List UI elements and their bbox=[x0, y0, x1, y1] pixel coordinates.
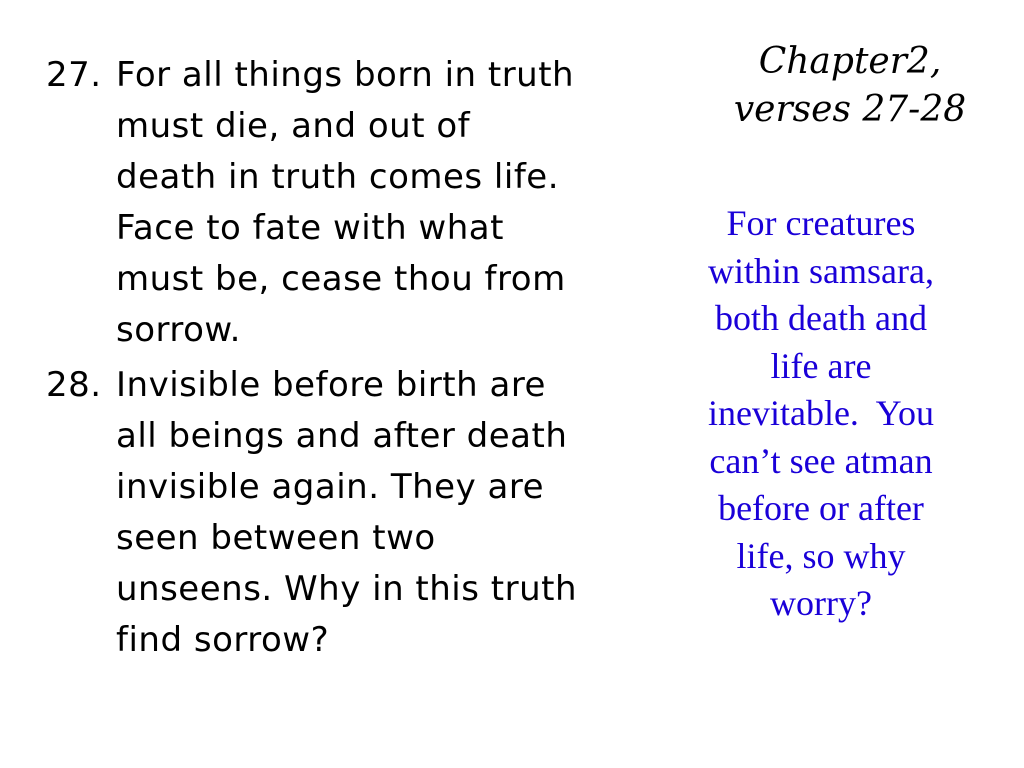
verse-line: must die, and out of bbox=[116, 106, 471, 146]
verse-line: seen between two bbox=[116, 518, 436, 558]
commentary-line: inevitable. You bbox=[707, 393, 934, 433]
commentary-line: life are bbox=[770, 345, 872, 386]
verse-line: all beings and after death bbox=[116, 416, 568, 456]
verse-line: sorrow. bbox=[116, 310, 241, 350]
commentary-line: before or after bbox=[718, 488, 924, 528]
heading-line: verses 27-28 bbox=[733, 89, 967, 130]
commentary-line: life, so why bbox=[736, 535, 906, 576]
verse-line: unseens. Why in this truth bbox=[116, 569, 578, 609]
verse-27 bbox=[46, 50, 676, 356]
verse-list bbox=[46, 50, 676, 670]
verse-number: 27. bbox=[46, 55, 102, 95]
verse-line: For all things born in truth bbox=[116, 55, 575, 95]
verse-line: find sorrow? bbox=[116, 620, 330, 660]
commentary-line: can’t see atman bbox=[709, 440, 933, 481]
commentary-line: both death and bbox=[715, 298, 927, 338]
verse-line: must be, cease thou from bbox=[116, 259, 566, 299]
verse-28 bbox=[46, 360, 676, 666]
commentary-line: within samsara, bbox=[708, 250, 934, 291]
heading-line: Chapter2, bbox=[758, 41, 942, 82]
commentary-line: For creatures bbox=[726, 203, 916, 243]
commentary-text bbox=[664, 200, 978, 628]
verse-line: death in truth comes life. bbox=[116, 157, 560, 197]
verse-number: 28. bbox=[46, 365, 102, 405]
verse-text bbox=[116, 50, 676, 356]
verse-line: Invisible before birth are bbox=[116, 365, 546, 405]
verse-line: invisible again. They are bbox=[116, 467, 544, 507]
chapter-heading bbox=[700, 38, 1000, 134]
verse-text bbox=[116, 360, 676, 666]
verse-line: Face to fate with what bbox=[116, 208, 504, 248]
commentary-line: worry? bbox=[770, 583, 872, 623]
